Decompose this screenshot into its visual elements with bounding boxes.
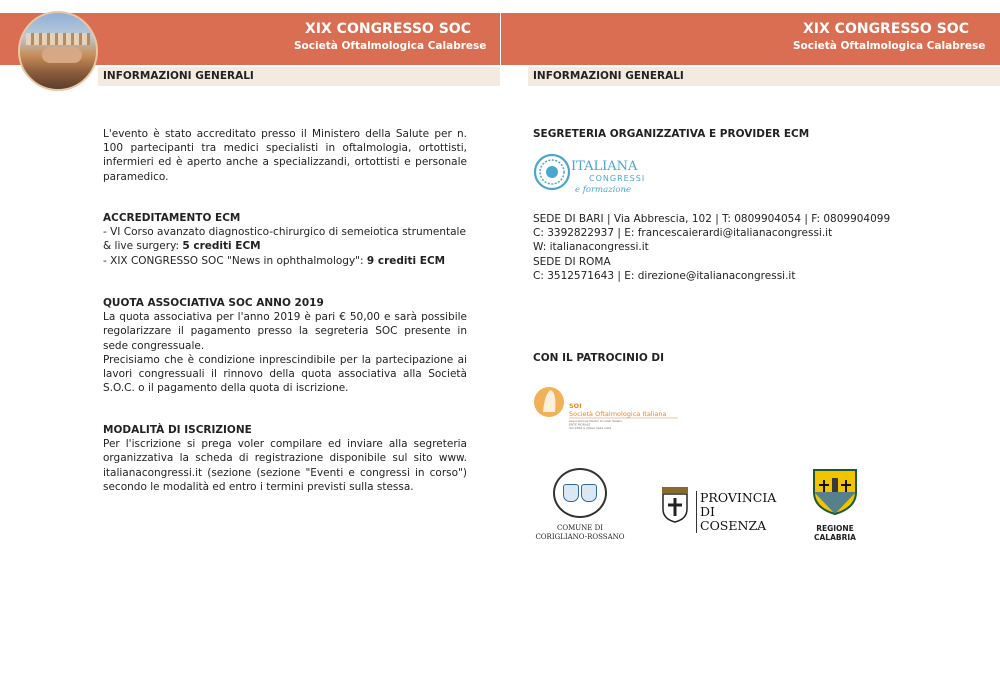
segreteria-heading-wrap <box>533 127 893 141</box>
soi-logo <box>533 378 683 430</box>
contact-line: C: 3392822937 | E: francescaierardi@italianacongressi.it <box>533 227 833 240</box>
accreditamento-line-1-text: - VI Corso avanzato diagnostico-chirurgico di semeiotica strumentale & live surgery: <box>103 226 466 253</box>
comune-corigliano-logo <box>530 468 630 548</box>
accreditamento-line-2 <box>103 254 467 268</box>
comune-shield-icon <box>563 484 579 502</box>
soi-abbr: SOI <box>569 402 582 410</box>
soi-sub-3: dal 1869 a difesa della vista <box>569 426 612 430</box>
logo-text-formazione: e formazione <box>575 185 632 195</box>
regione-label-1: REGIONE <box>816 524 854 533</box>
section-strip-left <box>98 67 500 86</box>
accreditamento-section <box>103 211 467 268</box>
section-label-right: INFORMAZIONI GENERALI <box>533 70 684 82</box>
comune-label-1: COMUNE DI <box>557 524 603 532</box>
regione-calabria-logo <box>806 468 864 548</box>
header-title-left: XIX CONGRESSO SOC <box>305 21 471 37</box>
soi-name: Società Oftalmologica Italiana <box>569 410 667 418</box>
contact-line: W: italianacongressi.it <box>533 241 649 254</box>
comune-label-2: CORIGLIANO-ROSSANO <box>535 533 625 541</box>
quota-section <box>103 296 467 395</box>
soi-sub-2: ENTE MORALE <box>569 422 591 427</box>
header-title-right: XIX CONGRESSO SOC <box>803 21 969 37</box>
accreditamento-credits-1: 5 crediti ECM <box>182 240 261 253</box>
comune-seal-icon <box>553 468 607 518</box>
section-strip-right <box>528 67 1000 86</box>
provincia-label-2: DI COSENZA <box>700 504 767 533</box>
hands-image <box>42 47 82 63</box>
logo-text-congressi: CONGRESSI <box>589 174 646 183</box>
congress-photo-logo <box>18 11 98 91</box>
header-band-right <box>501 13 1000 65</box>
accreditamento-line-2-text: - XIX CONGRESSO SOC "News in ophthalmology": <box>103 254 367 267</box>
quota-heading: QUOTA ASSOCIATIVA SOC ANNO 2019 <box>103 297 324 309</box>
intro-text: L'evento è stato accreditato presso il Ministero della Salute per n. 100 partecipanti tra medici specialisti in oftalmologia, ortottisti, infermieri ed è aperto anche a specializzandi, ortottisti e personale paramedico. <box>103 128 467 183</box>
iscrizione-text: Per l'iscrizione si prega voler compilare ed inviare alla segreteria organizzativa la scheda di registrazione disponibile sul sito www. italianacongressi.it (sezione (sezione "Eventi e congressi in corso") secondo le modalità ed entro i termini previsti sulla stessa. <box>103 438 467 493</box>
logo-core <box>546 166 558 178</box>
accreditamento-heading: ACCREDITAMENTO ECM <box>103 212 241 224</box>
comune-shield-icon <box>581 484 597 502</box>
patrocinio-heading-wrap <box>533 351 893 365</box>
iscrizione-section <box>103 423 467 494</box>
town-image <box>26 33 90 45</box>
header-subtitle-right: Società Oftalmologica Calabrese <box>793 40 986 52</box>
logo-text-italiana: ITALIANA <box>571 159 638 174</box>
regione-crest-icon <box>810 468 860 516</box>
contact-line: SEDE DI ROMA <box>533 255 611 268</box>
iscrizione-heading: MODALITÀ DI ISCRIZIONE <box>103 424 252 436</box>
provincia-label-1: PROVINCIA <box>700 490 777 505</box>
quota-paragraph-1: La quota associativa per l'anno 2019 è pari € 50,00 e sarà possibile regolarizzare il pagamento presso la segreteria SOC presente in sede congressuale. <box>103 311 467 352</box>
header-subtitle-left: Società Oftalmologica Calabrese <box>294 40 487 52</box>
soi-sub-1: Associazione Medici Oculisti Italiani <box>569 419 623 423</box>
accreditamento-line-1 <box>103 225 467 253</box>
accreditamento-credits-2: 9 crediti ECM <box>366 254 446 267</box>
quota-paragraph-2: Precisiamo che è condizione inprescindibile per la partecipazione ai lavori congressuali il rinnovo della quota associativa alla Società S.O.C. o il pagamento della quota di iscrizione. <box>103 353 467 395</box>
provincia-cosenza-logo <box>660 485 780 533</box>
contact-line: SEDE DI BARI | Via Abbrescia, 102 | T: 0809904054 | F: 0809904099 <box>533 213 891 225</box>
contacts-block <box>533 212 893 283</box>
intro-paragraph <box>103 127 467 184</box>
section-label-left: INFORMAZIONI GENERALI <box>103 70 254 82</box>
regione-label-2: CALABRIA <box>814 533 856 542</box>
italiana-congressi-logo <box>533 152 648 196</box>
contact-line: C: 3512571643 | E: direzione@italianacongressi.it <box>533 269 796 282</box>
provincia-crest-icon <box>660 487 690 523</box>
patrocinio-heading: CON IL PATROCINIO DI <box>533 352 665 364</box>
segreteria-heading: SEGRETERIA ORGANIZZATIVA E PROVIDER ECM <box>533 128 810 140</box>
